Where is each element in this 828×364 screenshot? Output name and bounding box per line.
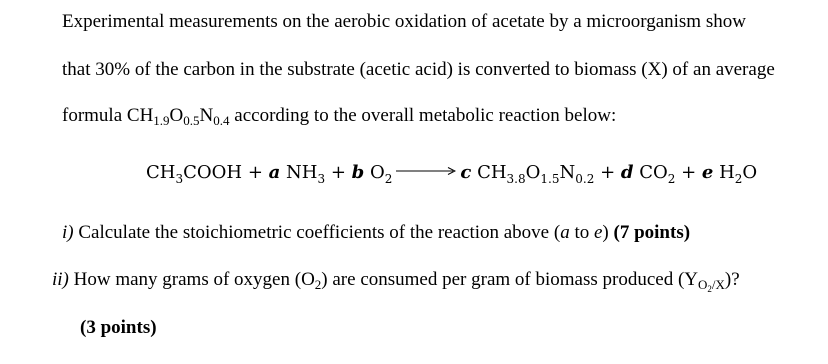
reaction-equation bbox=[146, 160, 757, 186]
oxygen-subscript: 2 bbox=[384, 172, 393, 186]
ammonia-formula: NH bbox=[280, 162, 318, 183]
formula-n-label: N bbox=[199, 105, 214, 126]
water-formula: H bbox=[713, 162, 735, 183]
question-1-var-a: a bbox=[560, 222, 570, 243]
biomass-n-label: N bbox=[559, 162, 576, 183]
acetate-formula-rest: COOH + bbox=[183, 162, 269, 183]
question-1 bbox=[62, 221, 690, 245]
question-2-o2-subscript: 2 bbox=[314, 277, 322, 292]
carbon-dioxide-formula: CO bbox=[633, 162, 668, 183]
plus-sign: + bbox=[594, 162, 621, 183]
oxygen-formula: O bbox=[364, 162, 385, 183]
intro-formula-prefix: formula CH bbox=[62, 105, 154, 126]
coefficient-a: a bbox=[268, 162, 281, 183]
yield-subscript bbox=[698, 277, 725, 292]
formula-o-label: O bbox=[169, 105, 184, 126]
intro-line-3-suffix: according to the overall metabolic reaction below: bbox=[229, 105, 617, 126]
biomass-h-subscript: 3.8 bbox=[506, 172, 526, 186]
coefficient-e: e bbox=[701, 162, 714, 183]
yield-subscript-o: O bbox=[698, 277, 708, 292]
question-2-text: How many grams of oxygen (O bbox=[68, 269, 315, 290]
yield-subscript-o2: 2 bbox=[707, 284, 712, 294]
coefficient-d: d bbox=[620, 162, 634, 183]
question-2-number: ii) bbox=[52, 269, 69, 290]
yield-subscript-x: /X bbox=[711, 277, 725, 292]
acetate-formula: CH bbox=[146, 162, 176, 183]
acetate-subscript: 3 bbox=[175, 172, 184, 186]
water-subscript: 2 bbox=[734, 172, 743, 186]
intro-line-3 bbox=[62, 104, 616, 128]
question-1-text-after: ) bbox=[602, 222, 614, 243]
formula-o-subscript: 0.5 bbox=[183, 113, 200, 128]
intro-line-2: that 30% of the carbon in the substrate (acetic acid) is converted to biomass (X) of an average bbox=[62, 59, 775, 80]
question-1-to: to bbox=[569, 222, 594, 243]
biomass-o-subscript: 1.5 bbox=[540, 172, 560, 186]
question-2-text-mid: ) are consumed per gram of biomass produced (Y bbox=[321, 269, 699, 290]
ammonia-subscript: 3 bbox=[317, 172, 326, 186]
question-2-text-end: )? bbox=[724, 269, 740, 290]
question-1-text: Calculate the stoichiometric coefficients of the reaction above ( bbox=[73, 222, 561, 243]
formula-n-subscript: 0.4 bbox=[213, 113, 230, 128]
biomass-o-label: O bbox=[525, 162, 541, 183]
question-1-var-e: e bbox=[593, 222, 603, 243]
carbon-dioxide-subscript: 2 bbox=[667, 172, 676, 186]
biomass-formula: CH bbox=[471, 162, 507, 183]
coefficient-c: c bbox=[460, 162, 472, 183]
reaction-arrow-icon bbox=[396, 166, 456, 176]
intro-line-1: Experimental measurements on the aerobic oxidation of acetate by a microorganism show bbox=[62, 11, 746, 32]
question-1-points: (7 points) bbox=[613, 222, 691, 243]
coefficient-b: b bbox=[351, 162, 365, 183]
question-2 bbox=[52, 268, 740, 292]
plus-sign: + bbox=[675, 162, 702, 183]
formula-h-subscript: 1.9 bbox=[153, 113, 170, 128]
question-2-points: (3 points) bbox=[80, 317, 157, 338]
plus-sign: + bbox=[325, 162, 352, 183]
question-1-number: i) bbox=[62, 222, 74, 243]
water-formula-rest: O bbox=[742, 162, 758, 183]
biomass-n-subscript: 0.2 bbox=[575, 172, 595, 186]
